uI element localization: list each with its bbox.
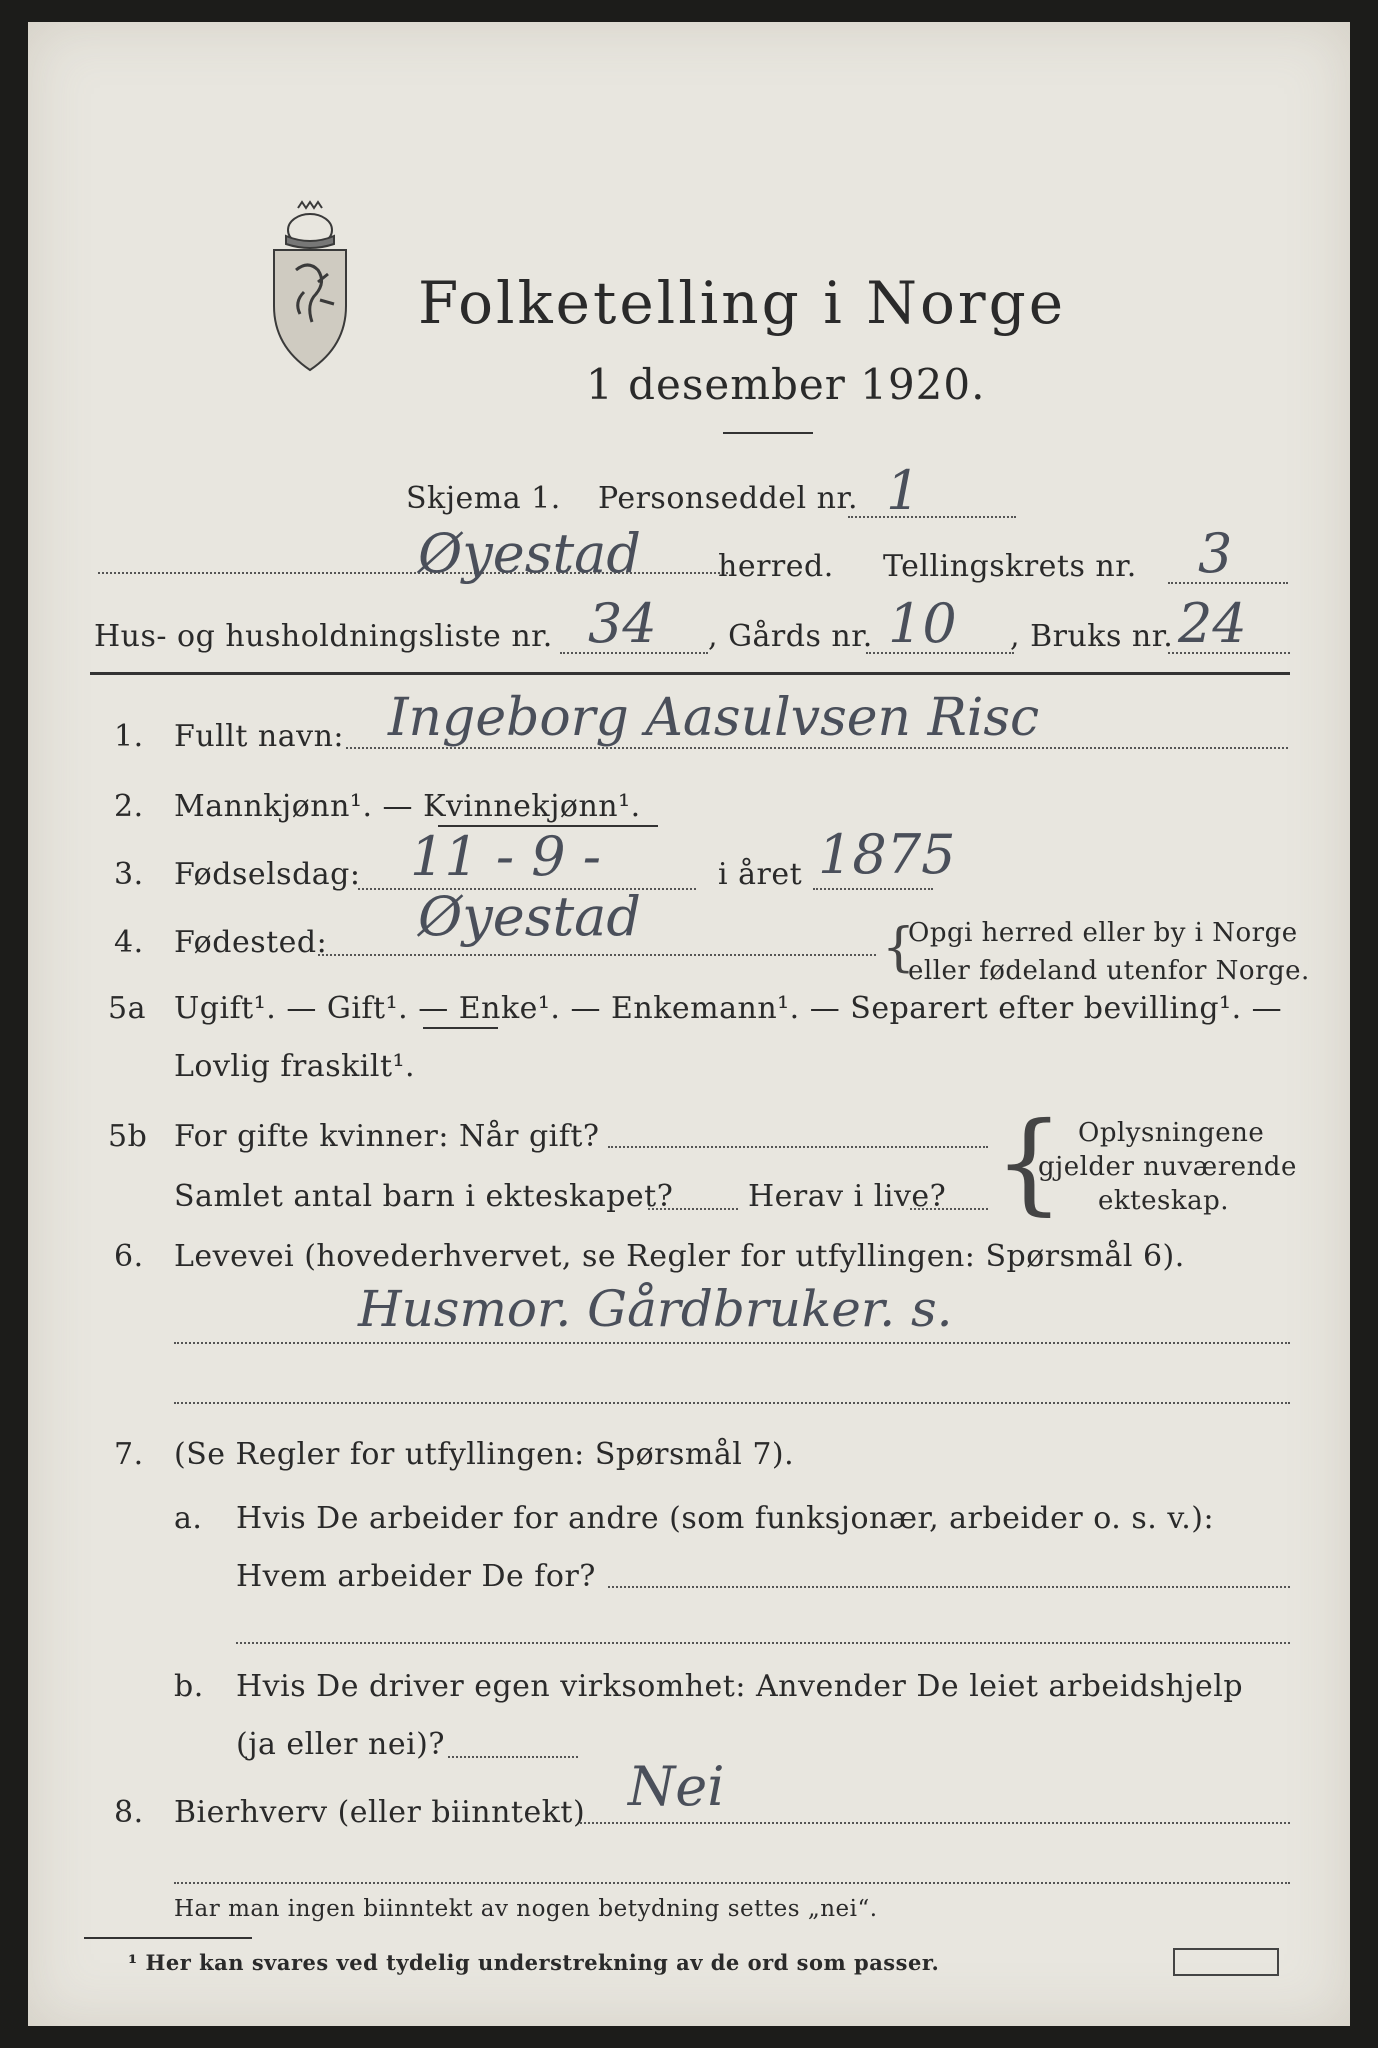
q7a-line1: Hvis De arbeider for andre (som funksjonær, arbeider o. s. v.):	[236, 1501, 1215, 1536]
personseddel-value[interactable]: 1	[886, 459, 921, 522]
q5b-brace: {	[994, 1098, 1065, 1226]
footnote-rule	[84, 1937, 252, 1939]
gards-value[interactable]: 10	[888, 592, 957, 655]
form-title: Folketelling i Norge	[418, 269, 1067, 337]
q1-label: Fullt navn:	[174, 719, 345, 754]
q5b-children-total: Samlet antal barn i ekteskapet?	[174, 1179, 674, 1214]
footnote: ¹ Her kan svares ved tydelig understrekning av de ord som passer.	[128, 1950, 940, 1975]
q7-label: (Se Regler for utfyllingen: Spørsmål 7).	[174, 1437, 795, 1472]
q8-label: Bierhverv (eller biinntekt)	[174, 1795, 586, 1830]
printer-stamp-icon	[1173, 1948, 1279, 1976]
marital-options: Ugift¹. — Gift¹. — Enke¹. — Enkemann¹. — Separert efter bevilling¹. —	[174, 991, 1283, 1026]
q6-number: 6.	[114, 1239, 144, 1274]
bruks-label: , Bruks nr.	[1010, 619, 1174, 654]
bruks-value[interactable]: 24	[1178, 592, 1247, 655]
norwegian-coat-of-arms-icon	[260, 200, 360, 378]
q5b-note-line1: Oplysningene	[1078, 1118, 1265, 1148]
tellingskrets-label: Tellingskrets nr.	[883, 549, 1137, 584]
q7a-letter: a.	[174, 1501, 203, 1536]
q5a-number: 5a	[108, 991, 146, 1026]
husholdning-label: Hus- og husholdningsliste nr.	[94, 619, 553, 654]
q5b-married-when: For gifte kvinner: Når gift?	[174, 1119, 600, 1154]
q4-note-line1: Opgi herred eller by i Norge	[908, 918, 1298, 948]
gards-label: , Gårds nr.	[708, 619, 873, 654]
personseddel-label: Personseddel nr.	[598, 481, 859, 516]
husholdning-value[interactable]: 34	[588, 592, 657, 655]
occupation-value[interactable]: Husmor. Gårdbruker. s.	[358, 1280, 953, 1338]
q7a-line2: Hvem arbeider De for?	[236, 1559, 596, 1594]
q4-label: Fødested:	[174, 925, 328, 960]
q5b-number: 5b	[108, 1119, 148, 1154]
q1-number: 1.	[114, 719, 144, 754]
q7b-line1: Hvis De driver egen virksomhet: Anvender De leiet arbeidshjelp	[236, 1669, 1244, 1704]
q4-number: 4.	[114, 925, 144, 960]
marital-options-line2: Lovlig fraskilt¹.	[174, 1049, 416, 1084]
q2-number: 2.	[114, 789, 144, 824]
q7b-line2: (ja eller nei)?	[236, 1727, 445, 1762]
q5b-note-line2: gjelder nuværende	[1038, 1152, 1297, 1182]
q4-note-line2: eller fødeland utenfor Norge.	[908, 956, 1310, 986]
header-rule	[90, 672, 1290, 675]
schema-label: Skjema 1.	[406, 481, 561, 516]
footer-note: Har man ingen biinntekt av nogen betydning settes „nei“.	[174, 1896, 878, 1922]
q3-number: 3.	[114, 857, 144, 892]
birth-year-value[interactable]: 1875	[818, 823, 956, 886]
marital-underline	[423, 1027, 498, 1029]
q3-label: Fødselsdag:	[174, 857, 361, 892]
q7b-letter: b.	[174, 1669, 204, 1704]
census-date: 1 desember 1920.	[586, 360, 986, 409]
side-income-value[interactable]: Nei	[628, 1755, 725, 1818]
q3-year-label: i året	[718, 857, 803, 892]
full-name-value[interactable]: Ingeborg Aasulvsen Risc	[388, 688, 1040, 748]
q4-brace: {	[882, 918, 916, 978]
census-form	[28, 22, 1350, 2026]
q6-label: Levevei (hovederhvervet, se Regler for utfyllingen: Spørsmål 6).	[174, 1239, 1185, 1274]
title-rule	[723, 432, 813, 434]
herred-value[interactable]: Øyestad	[418, 522, 641, 585]
q7-number: 7.	[114, 1437, 144, 1472]
birthplace-value[interactable]: Øyestad	[418, 885, 641, 948]
herred-label: herred.	[718, 549, 834, 584]
tellingskrets-value[interactable]: 3	[1198, 522, 1233, 585]
q5b-children-alive: Herav i live?	[748, 1179, 947, 1214]
gender-options: Mannkjønn¹. — Kvinnekjønn¹.	[174, 789, 641, 824]
q8-number: 8.	[114, 1795, 144, 1830]
q5b-note-line3: ekteskap.	[1098, 1186, 1229, 1216]
birthdate-value[interactable]: 11 - 9 -	[410, 825, 602, 888]
